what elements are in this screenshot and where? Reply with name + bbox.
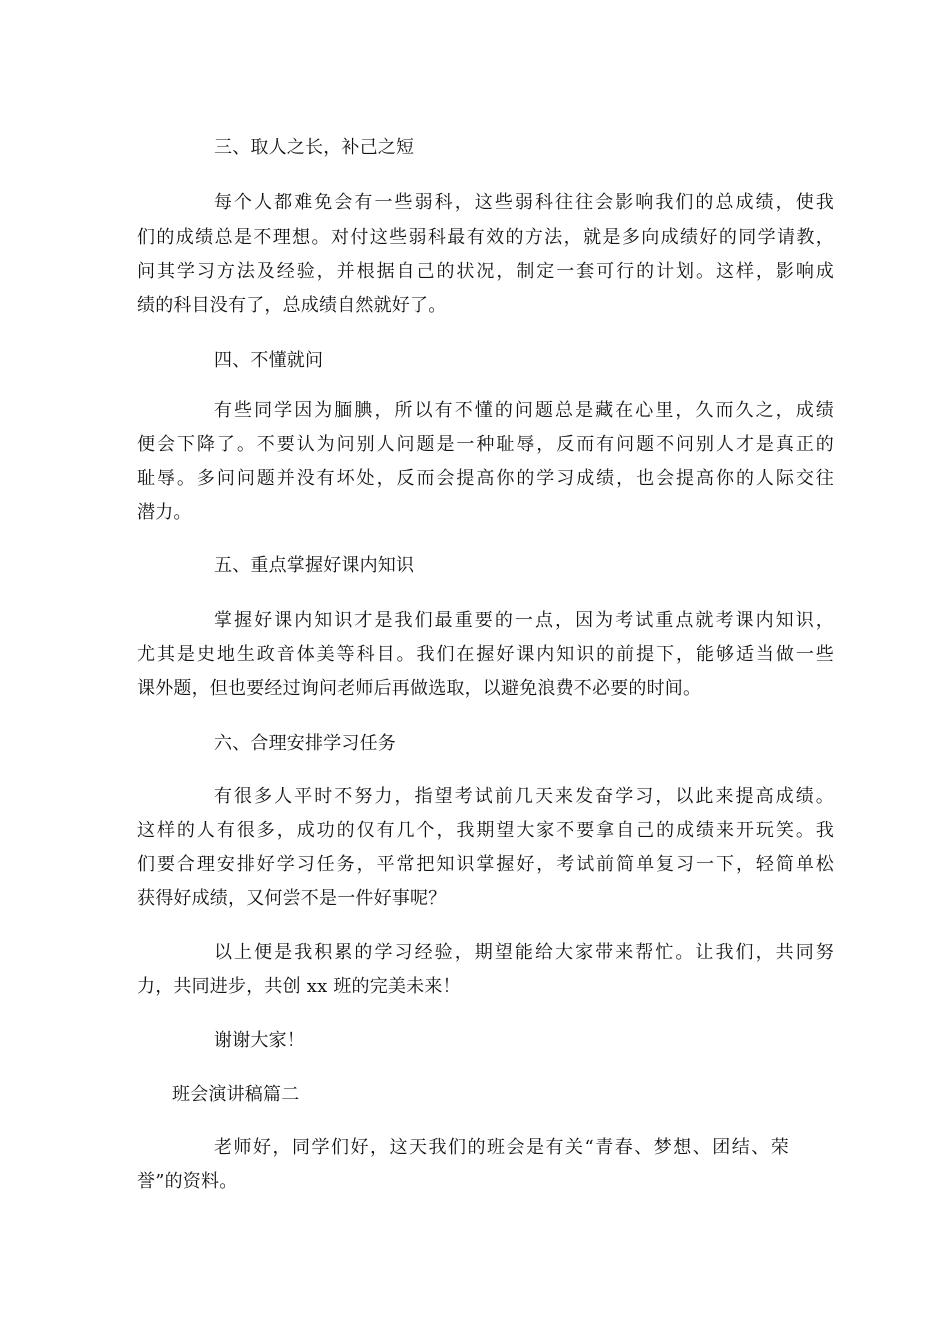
paragraph-line: 每个人都难免会有一些弱科，这些弱科往往会影响我们的总成绩，使我 — [214, 192, 834, 213]
paragraph-line: 有些同学因为腼腆，所以有不懂的问题总是藏在心里，久而久之，成绩 — [214, 400, 834, 421]
paragraph-line: 们的成绩总是不理想。对付这些弱科最有效的方法，就是多向成绩好的同学请教， — [137, 227, 834, 248]
section-heading: 三、取人之长，补己之短 — [214, 137, 415, 158]
paragraph-line: 耻辱。多问问题并没有坏处，反而会提高你的学习成绩，也会提高你的人际交往 — [137, 468, 834, 489]
paragraph-line: 绩的科目没有了，总成绩自然就好了。 — [137, 295, 447, 316]
paragraph-line: 掌握好课内知识才是我们最重要的一点，因为考试重点就考课内知识， — [214, 610, 834, 631]
section-heading: 六、合理安排学习任务 — [214, 733, 396, 754]
thanks-line: 谢谢大家！ — [214, 1030, 305, 1051]
closing-line: 力，共同进步，共创 xx 班的完美未来！ — [137, 976, 461, 997]
paragraph-line: 问其学习方法及经验，并根据自己的状况，制定一套可行的计划。这样，影响成 — [137, 261, 834, 282]
paragraph-line: 便会下降了。不要认为问别人问题是一种耻辱，反而有问题不问别人才是真正的 — [137, 434, 834, 455]
intro-line: 老师好，同学们好，这天我们的班会是有关“青春、梦想、团结、荣 — [214, 1137, 789, 1158]
part-title: 班会演讲稿篇二 — [172, 1084, 300, 1105]
paragraph-line: 们要合理安排好学习任务，平常把知识掌握好，考试前简单复习一下，轻简单松 — [137, 854, 834, 875]
paragraph-line: 这样的人有很多，成功的仅有几个，我期望大家不要拿自己的成绩来开玩笑。我 — [137, 820, 834, 841]
paragraph-line: 课外题，但也要经过询问老师后再做选取，以避免浪费不必要的时间。 — [137, 678, 702, 699]
section-heading: 四、不懂就问 — [214, 350, 324, 371]
intro-line: 誉”的资料。 — [137, 1171, 238, 1192]
paragraph-line: 尤其是史地生政音体美等科目。我们在握好课内知识的前提下，能够适当做一些 — [137, 644, 834, 665]
closing-line: 以上便是我积累的学习经验，期望能给大家带来帮忙。让我们，共同努 — [214, 942, 834, 963]
paragraph-line: 有很多人平时不努力，指望考试前几天来发奋学习，以此来提高成绩。 — [214, 786, 834, 807]
section-heading: 五、重点掌握好课内知识 — [214, 555, 415, 576]
paragraph-line: 潜力。 — [137, 502, 192, 523]
paragraph-line: 获得好成绩，又何尝不是一件好事呢？ — [137, 888, 447, 909]
